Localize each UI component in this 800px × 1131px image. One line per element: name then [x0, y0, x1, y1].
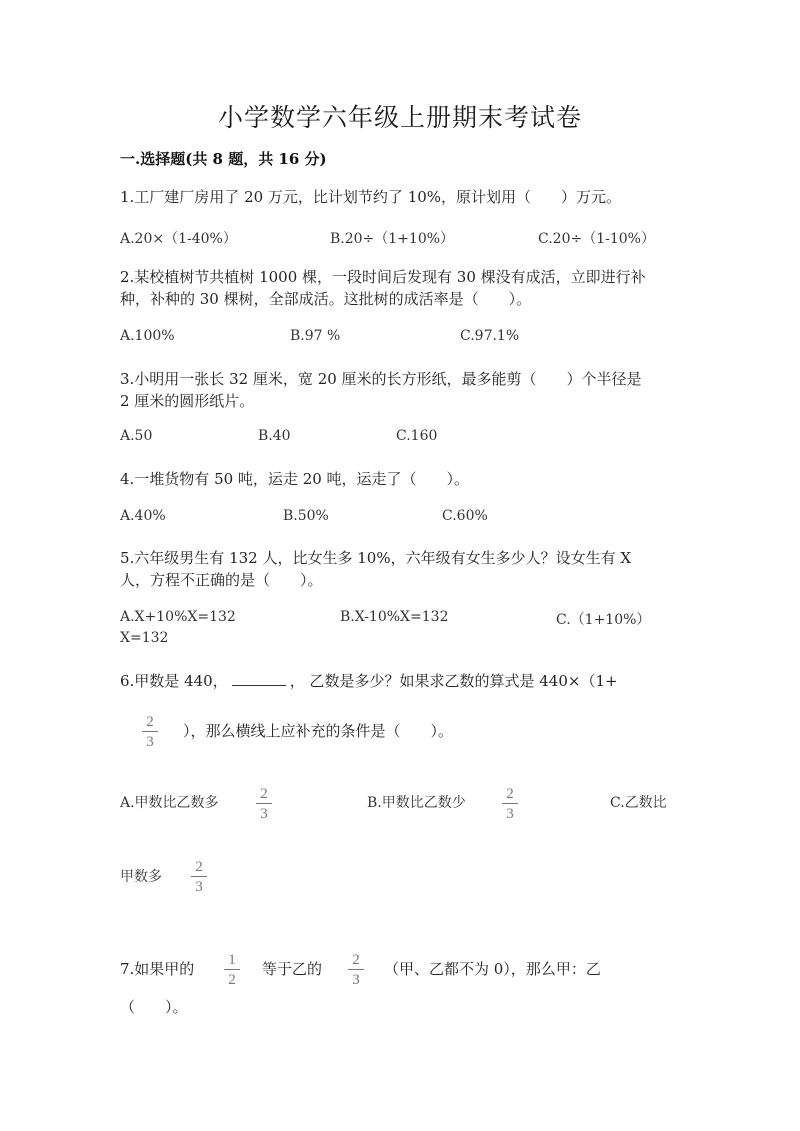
- question-2-option-c[interactable]: C.97.1%: [460, 328, 520, 344]
- question-6-option-c-continued: 甲数多: [120, 869, 162, 885]
- question-5-option-c[interactable]: C.（1+10%）: [556, 612, 651, 628]
- question-6-stem-part-a: 6.甲数是 440，: [120, 672, 228, 690]
- fraction-two-thirds: [256, 786, 272, 822]
- fraction-denominator: 2: [228, 972, 236, 988]
- question-5-stem-line-2: 人，方程不正确的是（ ）。: [120, 571, 323, 589]
- question-1-stem: 1.工厂建厂房用了 20 万元，比计划节约了 10%，原计划用（ ）万元。: [120, 188, 622, 206]
- question-6-stem-line-2: ），那么横线上应补充的条件是（ ）。: [183, 722, 454, 740]
- fraction-numerator: 1: [228, 952, 236, 968]
- fraction-bar: [348, 969, 364, 970]
- question-4-option-b[interactable]: B.50%: [283, 508, 329, 524]
- fraction-one-half: [224, 952, 240, 988]
- fraction-bar: [191, 876, 207, 877]
- question-3-stem-line-2: 2 厘米的圆形纸片。: [120, 392, 255, 410]
- question-5-option-a[interactable]: A.X+10%X=132: [120, 609, 236, 625]
- fraction-denominator: 3: [146, 734, 154, 750]
- question-7-stem-part-c: （甲、乙都不为 0），那么甲：乙: [384, 960, 601, 978]
- question-7-stem-part-b: 等于乙的: [262, 960, 323, 978]
- question-6-option-b[interactable]: B.甲数比乙数少: [367, 795, 466, 811]
- question-2-option-a[interactable]: A.100%: [120, 328, 175, 344]
- fraction-denominator: 3: [260, 806, 268, 822]
- question-2-stem-line-2: 种，补种的 30 棵树，全部成活。这批树的成活率是（ ）。: [120, 290, 532, 308]
- section-heading: 一.选择题(共 8 题，共 16 分): [120, 150, 327, 168]
- question-1-option-a[interactable]: A.20×（1-40%）: [120, 231, 237, 247]
- fraction-two-thirds: [142, 714, 158, 750]
- question-2-option-b[interactable]: B.97 %: [290, 328, 341, 344]
- question-3-stem-line-1: 3.小明用一张长 32 厘米，宽 20 厘米的长方形纸，最多能剪（ ）个半径是: [120, 370, 642, 388]
- question-2-stem-line-1: 2.某校植树节共植树 1000 棵，一段时间后发现有 30 棵没有成活，立即进行补: [120, 268, 646, 286]
- question-7-stem-part-d: （ ）。: [120, 998, 188, 1016]
- fill-in-blank-line: [232, 671, 286, 686]
- question-3-option-c[interactable]: C.160: [396, 428, 438, 444]
- question-1-option-b[interactable]: B.20÷（1+10%）: [330, 231, 455, 247]
- fraction-bar: [224, 969, 240, 970]
- question-5-option-c-continued: X=132: [120, 630, 169, 646]
- fraction-numerator: 2: [260, 786, 268, 802]
- fraction-two-thirds: [348, 952, 364, 988]
- question-6-option-c[interactable]: C.乙数比: [610, 795, 667, 811]
- fraction-two-thirds: [191, 859, 207, 895]
- fraction-numerator: 2: [506, 786, 514, 802]
- question-5-stem-line-1: 5.六年级男生有 132 人，比女生多 10%，六年级有女生多少人？设女生有 X: [120, 549, 632, 567]
- fraction-bar: [502, 803, 518, 804]
- page-title: 小学数学六年级上册期末考试卷: [217, 103, 582, 132]
- fraction-denominator: 3: [195, 879, 203, 895]
- question-7-stem-part-a: 7.如果甲的: [120, 960, 195, 978]
- fraction-numerator: 2: [352, 952, 360, 968]
- question-5-option-b[interactable]: B.X-10%X=132: [340, 609, 449, 625]
- fraction-two-thirds: [502, 786, 518, 822]
- question-4-option-c[interactable]: C.60%: [442, 508, 488, 524]
- fraction-bar: [142, 731, 158, 732]
- fraction-denominator: 3: [506, 806, 514, 822]
- question-4-stem: 4.一堆货物有 50 吨，运走 20 吨，运走了（ ）。: [120, 470, 470, 488]
- question-4-option-a[interactable]: A.40%: [120, 508, 166, 524]
- fraction-denominator: 3: [352, 972, 360, 988]
- question-3-option-a[interactable]: A.50: [120, 428, 153, 444]
- fraction-numerator: 2: [195, 859, 203, 875]
- question-6-stem-line-1: [120, 670, 618, 692]
- fraction-numerator: 2: [146, 714, 154, 730]
- question-1-option-c[interactable]: C.20÷（1-10%）: [538, 231, 655, 247]
- question-6-stem-part-b: ， 乙数是多少？如果求乙数的算式是 440×（1+: [289, 672, 618, 690]
- question-3-option-b[interactable]: B.40: [258, 428, 291, 444]
- fraction-bar: [256, 803, 272, 804]
- question-6-option-a[interactable]: A.甲数比乙数多: [120, 795, 219, 811]
